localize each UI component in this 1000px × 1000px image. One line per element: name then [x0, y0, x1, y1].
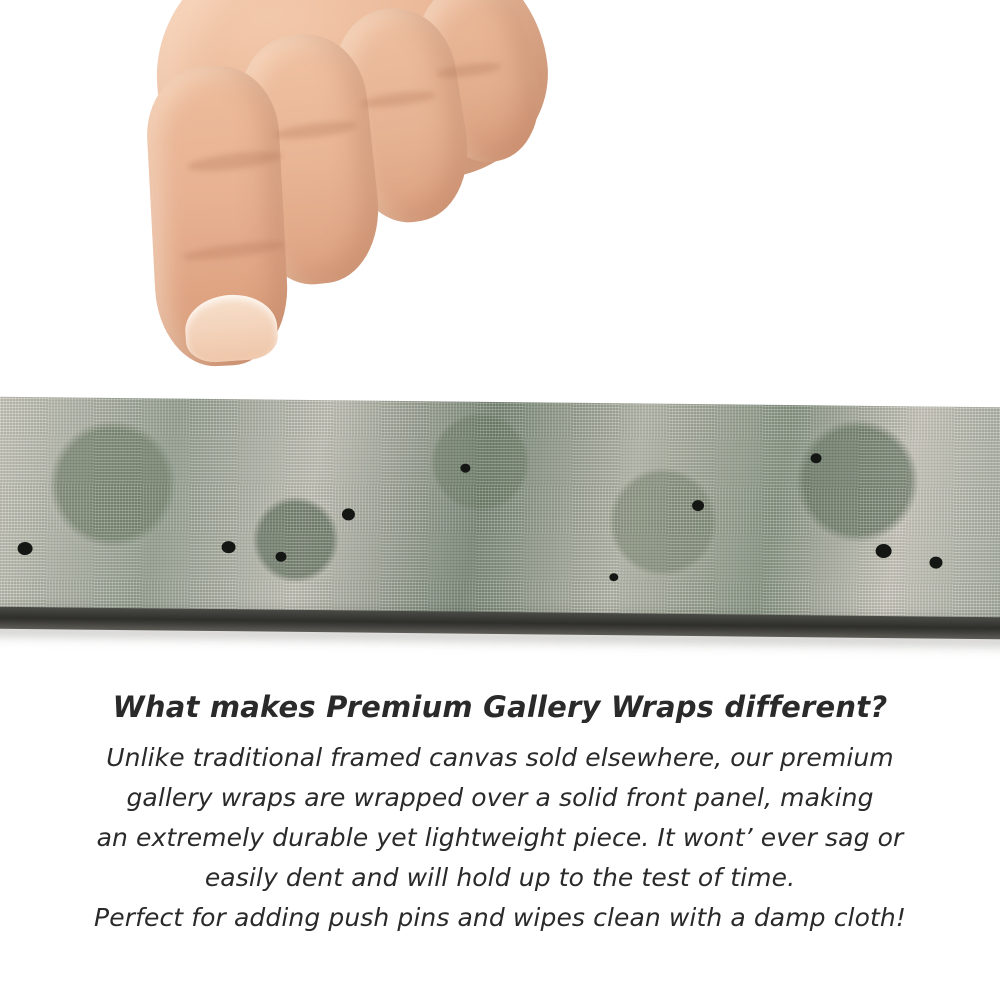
canvas-speck	[609, 573, 618, 581]
canvas-speck	[342, 508, 355, 520]
marketing-copy	[0, 690, 1000, 938]
canvas-speck	[275, 552, 286, 562]
copy-line: easily dent and will hold up to the test of time.	[204, 863, 796, 892]
canvas-speck	[929, 557, 942, 569]
copy-headline: What makes Premium Gallery Wraps different?	[112, 690, 888, 724]
canvas-speck	[222, 541, 236, 553]
hand-illustration	[101, 0, 589, 454]
canvas-speck	[811, 453, 822, 463]
canvas-speck	[460, 464, 470, 473]
copy-line: an extremely durable yet lightweight piece. It wont’ ever sag or	[96, 823, 904, 852]
copy-line: Unlike traditional framed canvas sold elsewhere, our premium	[106, 743, 894, 772]
canvas-weave-texture	[0, 397, 1000, 623]
copy-line: Perfect for adding push pins and wipes clean with a damp cloth!	[94, 903, 906, 932]
canvas-speck	[876, 544, 892, 558]
copy-line: gallery wraps are wrapped over a solid front panel, making	[126, 783, 874, 812]
canvas-speck	[17, 542, 32, 555]
canvas-speck	[692, 500, 704, 511]
canvas-edge-strip	[0, 397, 1000, 623]
